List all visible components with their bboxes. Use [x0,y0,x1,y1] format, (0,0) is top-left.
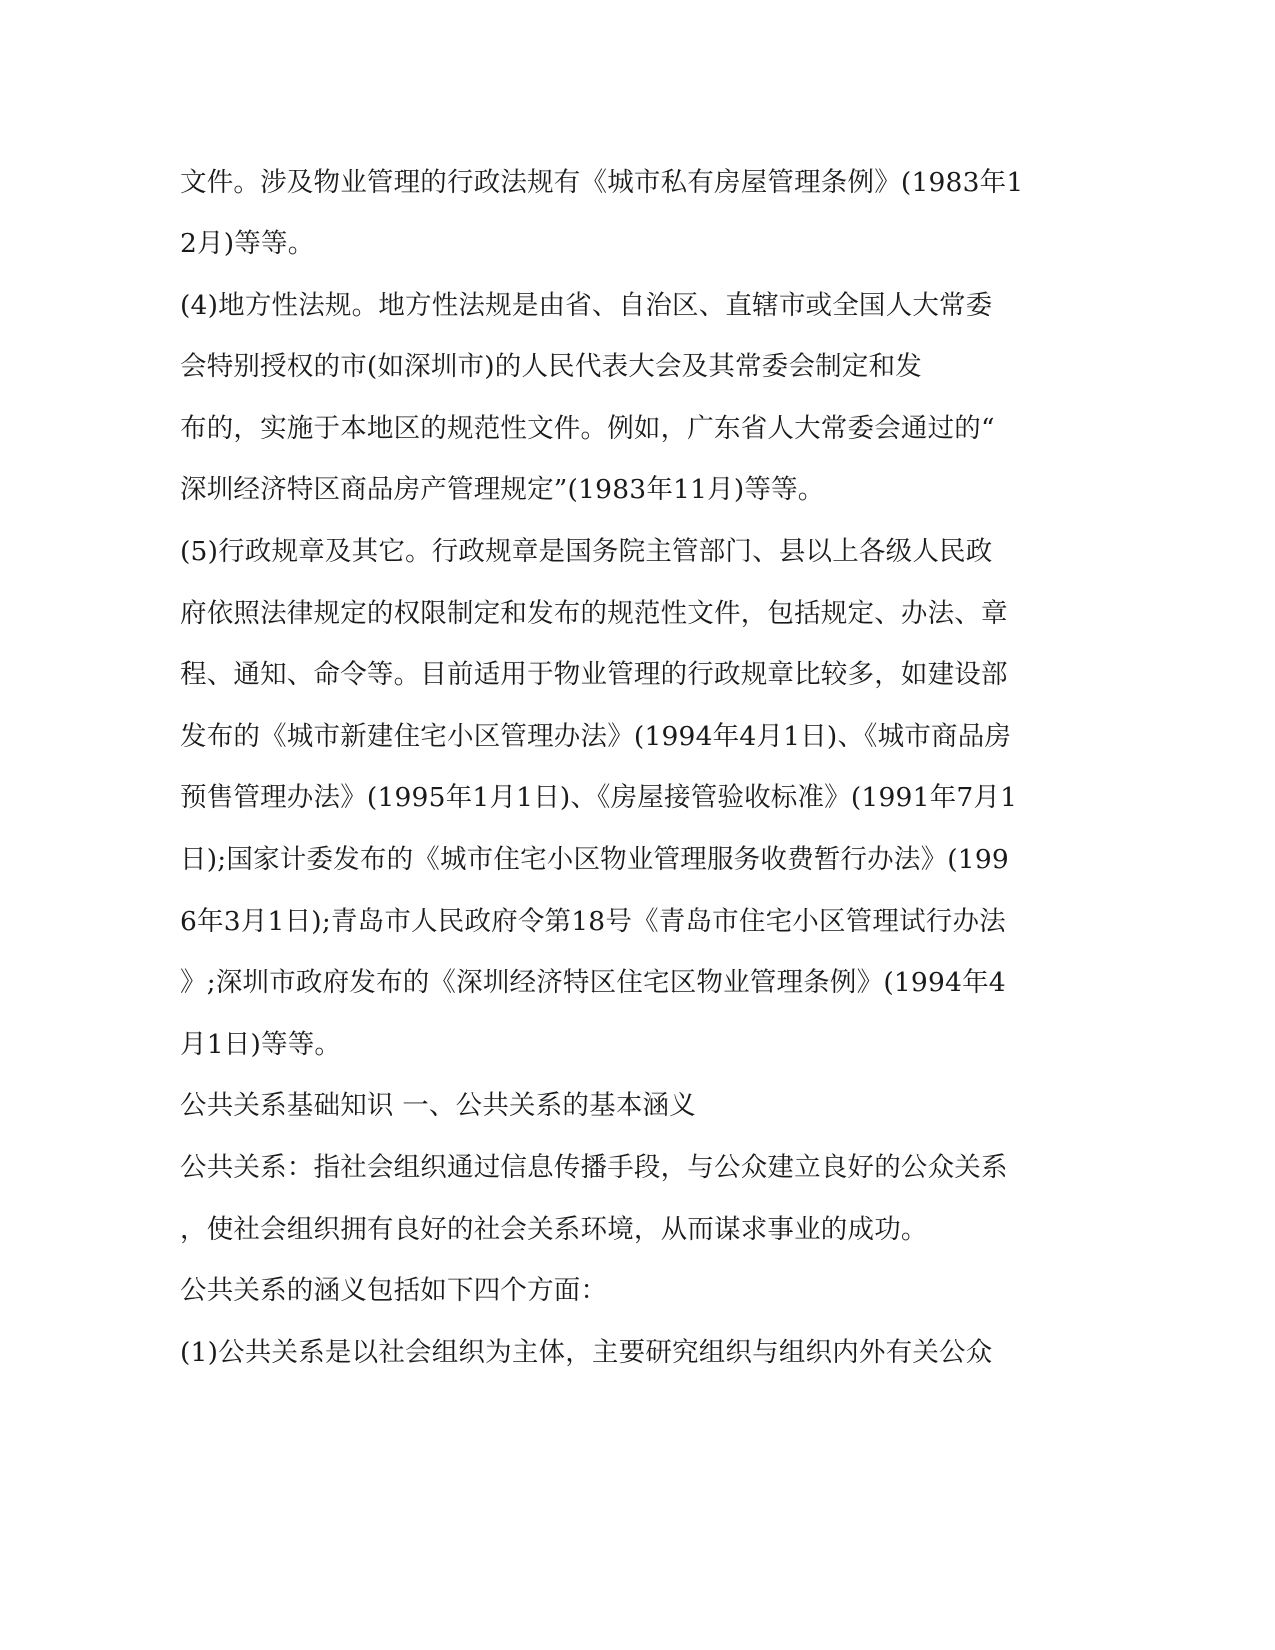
text-line: 2月)等等。 [180,228,315,259]
text-line: 》;深圳市政府发布的《深圳经济特区住宅区物业管理条例》(1994年4 [180,967,1006,998]
text-line: 预售管理办法》(1995年1月1日)、《房屋接管验收标准》(1991年7月1 [180,782,1018,813]
section-heading: 公共关系基础知识 一、公共关系的基本涵义 [180,1090,696,1121]
text-line: 日);国家计委发布的《城市住宅小区物业管理服务收费暂行办法》(199 [180,844,1009,875]
text-line: 公共关系：指社会组织通过信息传播手段，与公众建立良好的公众关系 [180,1152,1008,1183]
text-line: 会特别授权的市(如深圳市)的人民代表大会及其常委会制定和发 [180,351,922,382]
text-line: 府依照法律规定的权限制定和发布的规范性文件，包括规定、办法、章 [180,598,1008,629]
text-line: (1)公共关系是以社会组织为主体，主要研究组织与组织内外有关公众 [180,1337,993,1368]
text-line: 布的，实施于本地区的规范性文件。例如，广东省人大常委会通过的“ [180,413,995,444]
text-line: (5)行政规章及其它。行政规章是国务院主管部门、县以上各级人民政 [180,536,993,567]
text-line: ，使社会组织拥有良好的社会关系环境，从而谋求事业的成功。 [180,1214,928,1245]
text-line: 6年3月1日);青岛市人民政府令第18号《青岛市住宅小区管理试行办法 [180,906,1006,937]
text-line: (4)地方性法规。地方性法规是由省、自治区、直辖市或全国人大常委 [180,290,993,321]
text-line: 公共关系的涵义包括如下四个方面： [180,1275,608,1306]
text-line: 月1日)等等。 [180,1029,342,1060]
text-line: 深圳经济特区商品房产管理规定”(1983年11月)等等。 [180,474,825,505]
text-line: 文件。涉及物业管理的行政法规有《城市私有房屋管理条例》(1983年1 [180,167,1024,198]
text-line: 程、通知、命令等。目前适用于物业管理的行政规章比较多，如建设部 [180,659,1008,690]
text-line: 发布的《城市新建住宅小区管理办法》(1994年4月1日)、《城市商品房 [180,721,1012,752]
